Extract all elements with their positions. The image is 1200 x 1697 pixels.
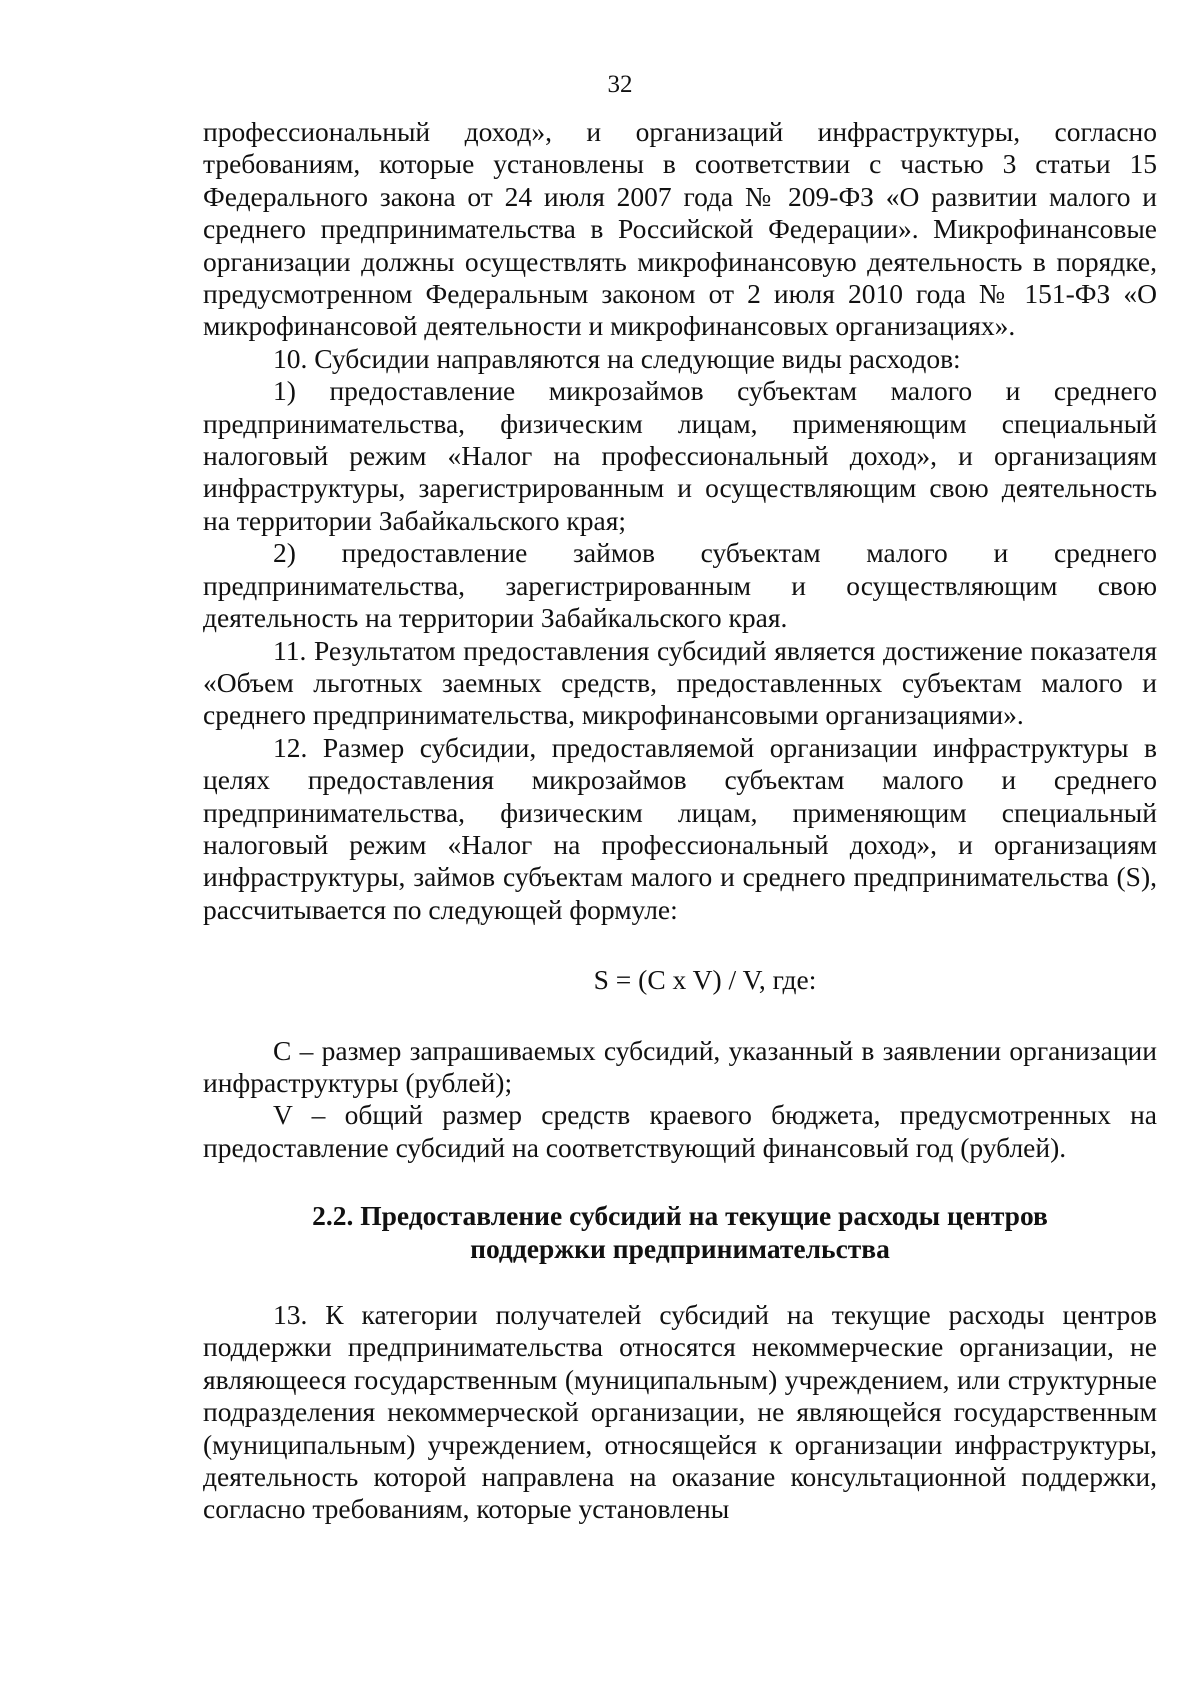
paragraph-11: 11. Результатом предоставления субсидий является достижение показателя «Объем льготных заемных средств, предоставленных субъектам малого и среднего предпринимательства, микрофинансовыми организациями».: [203, 634, 1157, 731]
list-item-2: 2) предоставление займов субъектам малого и среднего предпринимательства, зарегистрированным и осуществляющим свою деятельность на территории Забайкальского края.: [203, 537, 1157, 634]
definition-v: V – общий размер средств краевого бюджета, предусмотренных на предоставление субсидий на соответствующий финансовый год (рублей).: [203, 1099, 1157, 1163]
definition-c: C – размер запрашиваемых субсидий, указанный в заявлении организации инфраструктуры (рублей);: [203, 1034, 1157, 1098]
paragraph-continuation: профессиональный доход», и организаций инфраструктуры, согласно требованиям, которые установлены в соответствии с частью 3 статьи 15 Федерального закона от 24 июля 2007 года № 209-ФЗ «О развитии малого и среднего предпринимательства в Российской Федерации». Микрофинансовые организации должны осуществлять микрофинансовую деятельность в порядке, предусмотренном Федеральным законом от 2 июля 2010 года № 151-ФЗ «О микрофинансовой деятельности и микрофинансовых организациях».: [203, 116, 1157, 342]
section-heading-line-2: поддержки предпринимательства: [470, 1232, 890, 1264]
paragraph-10: 10. Субсидии направляются на следующие виды расходов:: [273, 342, 961, 374]
document-body: [203, 116, 1157, 1526]
page-number: 32: [607, 71, 633, 98]
paragraph-12: 12. Размер субсидии, предоставляемой организации инфраструктуры в целях предоставления микрозаймов субъектам малого и среднего предпринимательства, физическим лицам, применяющим специальный налоговый режим «Налог на профессиональный доход», и организациям инфраструктуры, займов субъектам малого и среднего предпринимательства (S), рассчитывается по следующей формуле:: [203, 731, 1157, 925]
section-heading-line-1: 2.2. Предоставление субсидий на текущие расходы центров: [312, 1200, 1048, 1232]
section-heading: [203, 1200, 1157, 1265]
list-item-1: 1) предоставление микрозаймов субъектам малого и среднего предпринимательства, физическим лицам, применяющим специальный налоговый режим «Налог на профессиональный доход», и организациям инфраструктуры, зарегистрированным и осуществляющим свою деятельность на территории Забайкальского края;: [203, 375, 1157, 536]
formula: S = (C x V) / V, где:: [593, 964, 817, 996]
paragraph-13: 13. К категории получателей субсидий на текущие расходы центров поддержки предпринимательства относятся некоммерческие организации, не являющееся государственным (муниципальным) учреждением, или структурные подразделения некоммерческой организации, не являющейся государственным (муниципальным) учреждением, относящейся к организации инфраструктуры, деятельность которой направлена на оказание консультационной поддержки, согласно требованиям, которые установлены: [203, 1299, 1157, 1525]
